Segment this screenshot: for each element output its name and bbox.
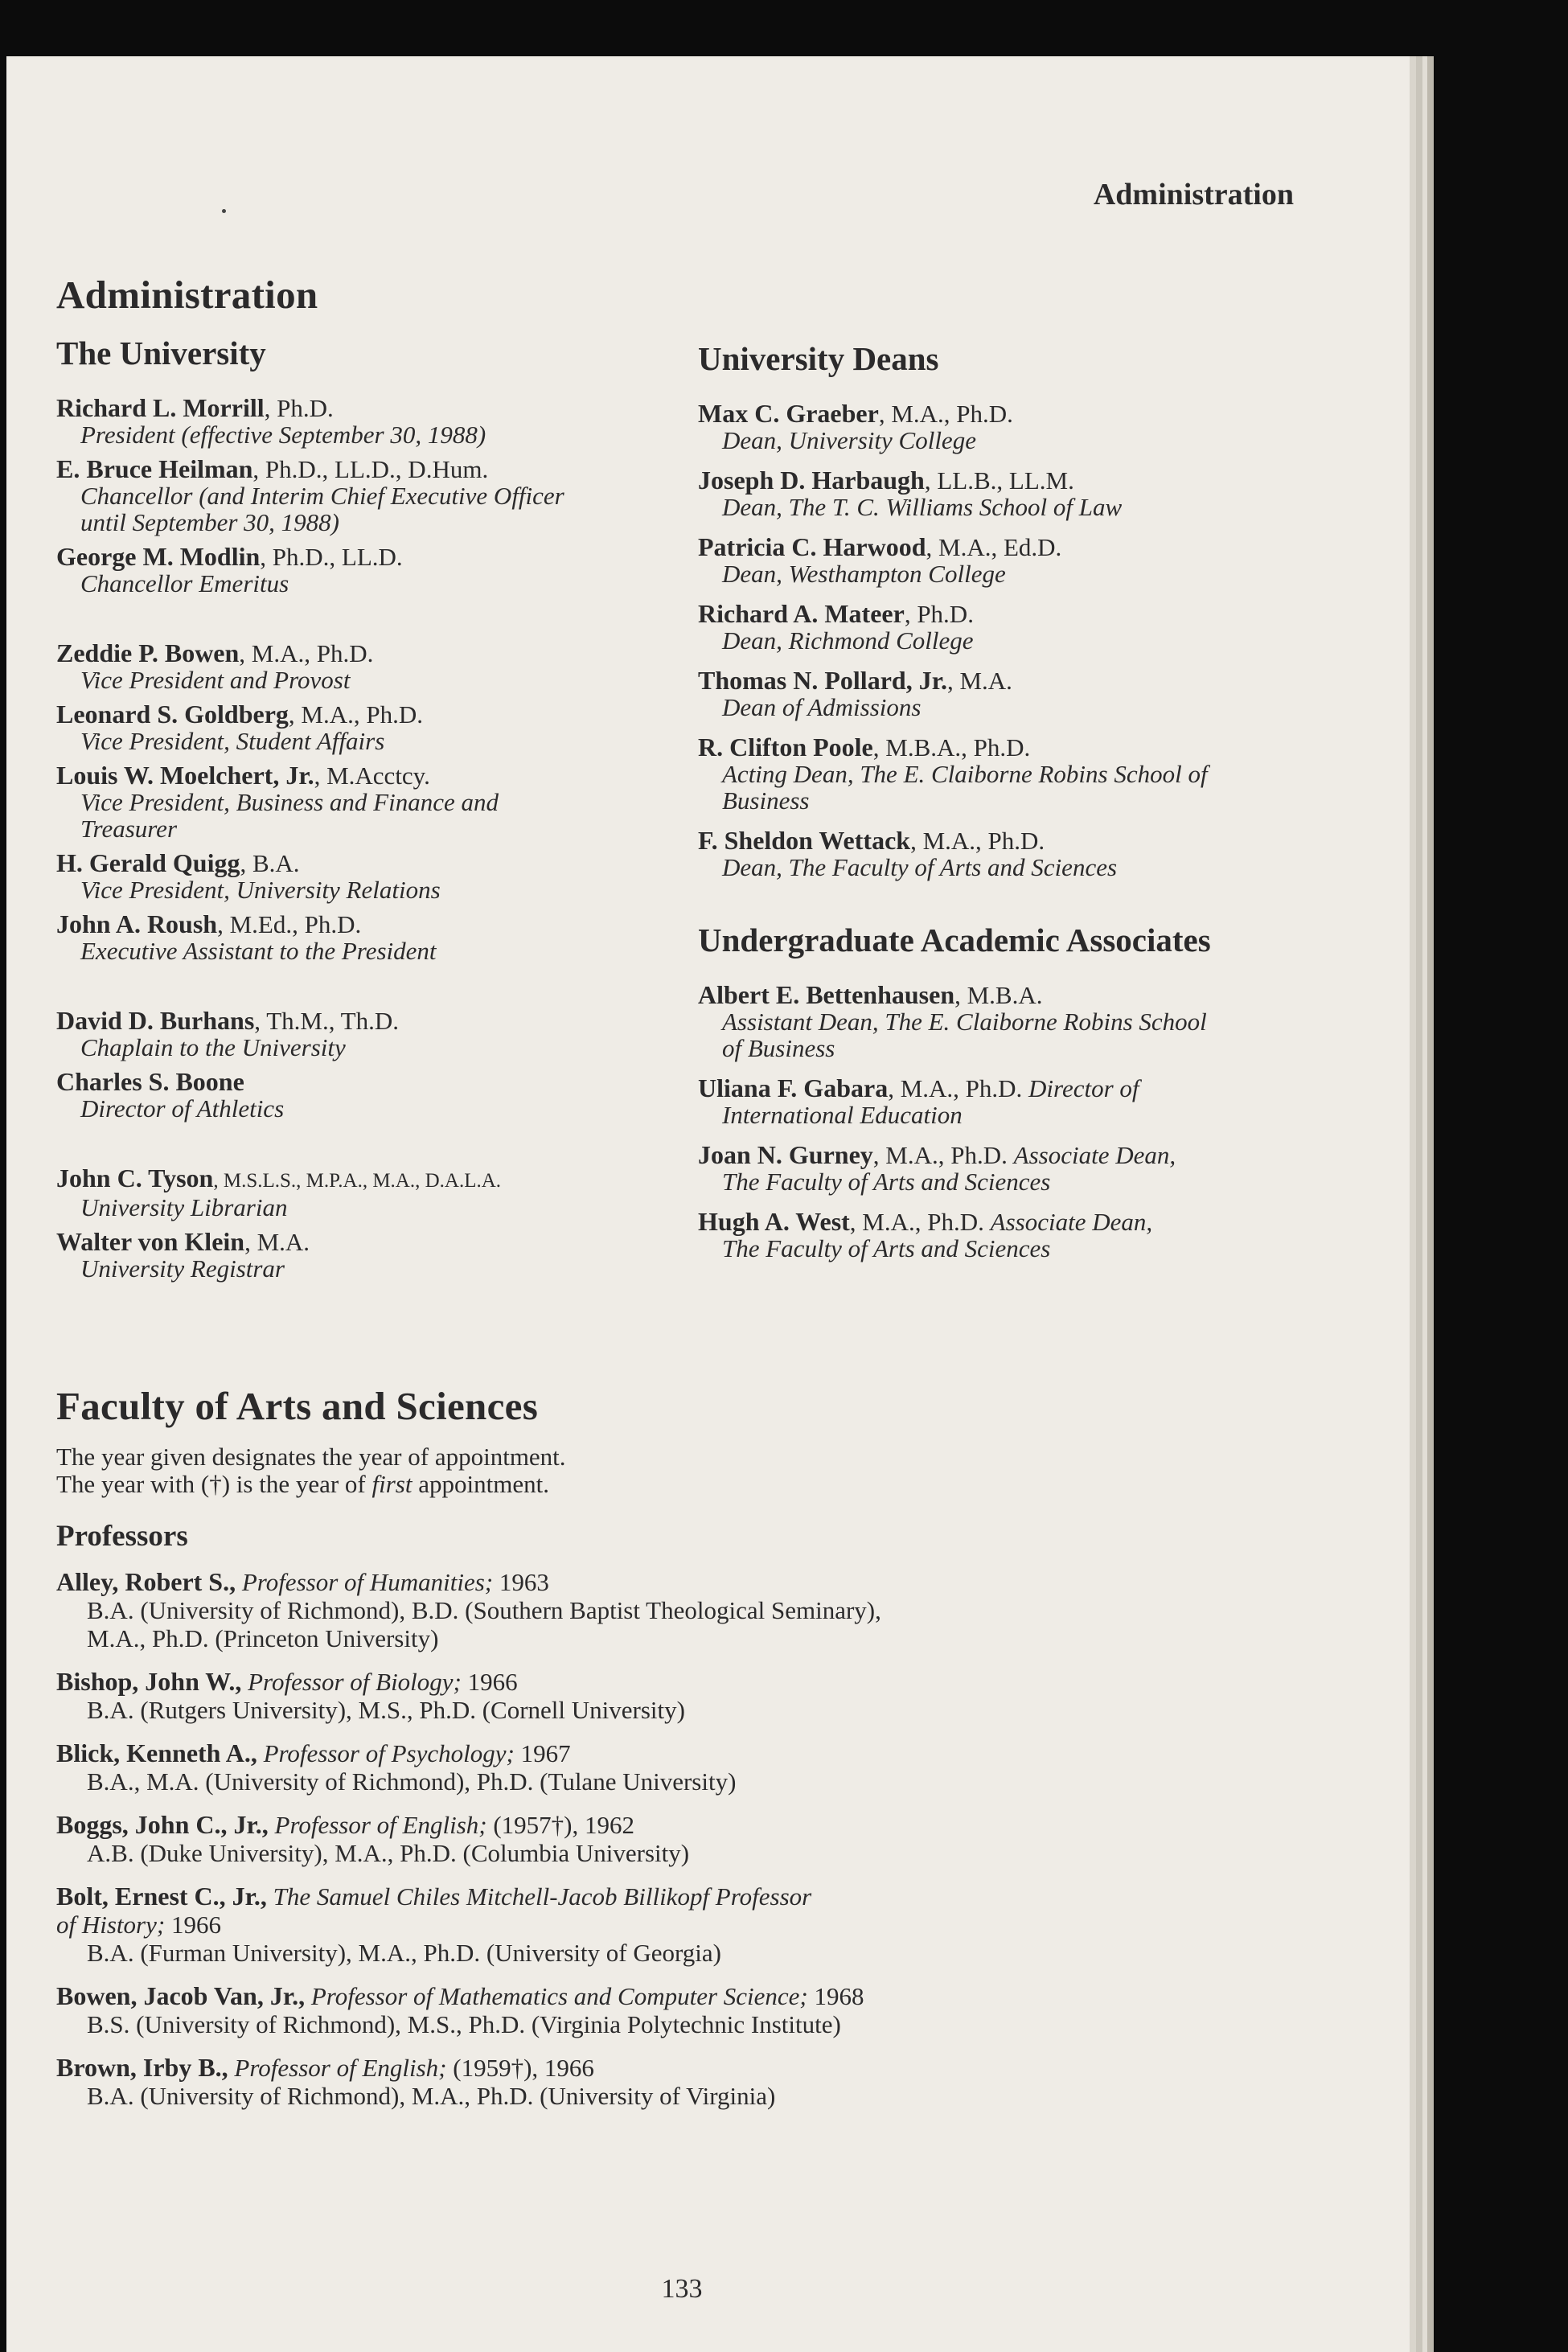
officer-title: Vice President and Provost (80, 666, 351, 694)
associate-name: Uliana F. Gabara (698, 1073, 889, 1102)
dean-entry (698, 734, 1309, 814)
associate-title: Director of (1028, 1074, 1139, 1102)
professor-role: The Samuel Chiles Mitchell-Jacob Billikopf Professor (273, 1882, 812, 1911)
dean-credentials: , M.A. (946, 667, 1012, 695)
professor-name: Bishop, John W., (56, 1667, 242, 1696)
officer-entry (56, 544, 700, 597)
professor-education: B.A. (University of Richmond), M.A., Ph.D. (University of Virginia) (87, 2082, 776, 2110)
professor-name: Alley, Robert S., (56, 1567, 236, 1596)
officer-name: Zeddie P. Bowen (56, 638, 240, 667)
professor-role: Professor of English; (234, 2054, 447, 2082)
officer-group-4 (56, 1165, 700, 1282)
page-number: 133 (661, 2274, 703, 2304)
associate-entry (698, 1209, 1309, 1262)
professor-year: 1966 (461, 1668, 518, 1696)
officer-credentials: , M.Ed., Ph.D. (217, 910, 362, 938)
officer-name: David D. Burhans (56, 1006, 255, 1035)
officer-title: Chaplain to the University (80, 1033, 346, 1061)
associate-title: Assistant Dean, The E. Claiborne Robins School of Business (722, 1008, 1207, 1062)
associates-heading: Undergraduate Academic Associates (698, 922, 1211, 958)
officer-name: Louis W. Moelchert, Jr. (56, 761, 314, 790)
officer-entry (56, 911, 700, 964)
officer-credentials: , B.A. (240, 849, 300, 877)
officer-group-1 (56, 395, 700, 597)
officer-name: Richard L. Morrill (56, 393, 265, 422)
professor-education: B.A., M.A. (University of Richmond), Ph.D. (Tulane University) (87, 1767, 737, 1796)
officer-credentials: , M.A., Ph.D. (288, 700, 424, 729)
professor-education: B.A. (Rutgers University), M.S., Ph.D. (Cornell University) (87, 1696, 685, 1724)
university-subheading: The University (56, 335, 266, 371)
officer-entry (56, 1069, 700, 1122)
dean-name: Joseph D. Harbaugh (698, 466, 925, 495)
professor-education: A.B. (Duke University), M.A., Ph.D. (Columbia University) (87, 1839, 690, 1867)
dean-credentials: , M.A., Ph.D. (910, 827, 1045, 855)
officer-title: Vice President, Student Affairs (80, 727, 385, 755)
officer-title: University Registrar (80, 1254, 285, 1283)
officer-credentials: , Th.M., Th.D. (254, 1007, 399, 1035)
professor-role: Professor of Mathematics and Computer Science; (310, 1982, 808, 2010)
professor-entry (56, 1811, 1359, 1867)
officer-entry (56, 1165, 700, 1221)
officer-title: Chancellor (and Interim Chief Executive Officer until September 30, 1988) (80, 482, 564, 536)
officer-credentials: , M.A., Ph.D. (239, 639, 374, 667)
faculty-section (56, 1383, 1359, 2125)
professor-role: Professor of Biology; (248, 1668, 462, 1696)
associate-entry (698, 982, 1309, 1061)
professor-name: Boggs, John C., Jr., (56, 1810, 269, 1839)
dean-name: F. Sheldon Wettack (698, 826, 911, 855)
officer-credentials: , M.A. (244, 1228, 310, 1256)
officer-title: Vice President, Business and Finance and Treasurer (80, 788, 499, 843)
officer-name: H. Gerald Quigg (56, 848, 240, 877)
officer-entry (56, 456, 700, 536)
officer-name: John A. Roush (56, 909, 218, 938)
note-text: The year with (†) is the year of (56, 1470, 372, 1498)
officer-name: Charles S. Boone (56, 1067, 244, 1096)
dean-credentials: , Ph.D. (904, 600, 974, 628)
associate-title-cont: International Education (722, 1101, 963, 1129)
professor-name: Bowen, Jacob Van, Jr., (56, 1981, 306, 2010)
dean-title: Dean, The Faculty of Arts and Sciences (722, 853, 1118, 881)
professor-year: (1957†), 1962 (486, 1811, 634, 1839)
dean-title: Dean, Westhampton College (722, 560, 1006, 588)
dean-entry (698, 827, 1309, 880)
officer-name: George M. Modlin (56, 542, 261, 571)
running-header: Administration (1093, 178, 1294, 211)
officer-group-2 (56, 640, 700, 964)
associate-name: Hugh A. West (698, 1207, 850, 1236)
associate-entry (698, 1142, 1309, 1195)
dean-name: Max C. Graeber (698, 399, 879, 428)
officer-title: Director of Athletics (80, 1094, 285, 1123)
dean-name: R. Clifton Poole (698, 733, 873, 761)
professor-year: 1968 (807, 1982, 864, 2010)
officer-title: Vice President, University Relations (80, 876, 441, 904)
professor-year: 1967 (514, 1739, 571, 1767)
officer-credentials: , Ph.D. (264, 394, 334, 422)
dean-title: Dean, The T. C. Williams School of Law (722, 493, 1123, 521)
note-emphasis: first (371, 1470, 413, 1498)
officer-entry (56, 701, 700, 754)
officer-credentials: , Ph.D., LL.D., D.Hum. (252, 455, 489, 483)
stray-dot-mark (222, 209, 226, 213)
professor-name: Blick, Kenneth A., (56, 1738, 257, 1767)
dean-name: Thomas N. Pollard, Jr. (698, 666, 947, 695)
associate-name: Joan N. Gurney (698, 1140, 873, 1169)
dean-entry (698, 667, 1309, 720)
dean-name: Patricia C. Harwood (698, 532, 926, 561)
dean-title: Dean of Admissions (722, 693, 922, 721)
dean-credentials: , M.B.A., Ph.D. (872, 733, 1031, 761)
officer-entry (56, 640, 700, 693)
officer-name: Leonard S. Goldberg (56, 700, 289, 729)
officer-entry (56, 762, 700, 842)
officer-entry (56, 850, 700, 903)
officer-credentials: , Ph.D., LL.D. (260, 543, 403, 571)
professor-education: B.A. (Furman University), M.A., Ph.D. (University of Georgia) (87, 1939, 721, 1967)
officer-credentials: , M.S.L.S., M.P.A., M.A., D.A.L.A. (213, 1170, 502, 1192)
associate-title: Associate Dean, (990, 1208, 1153, 1236)
professor-name: Brown, Irby B., (56, 2053, 228, 2082)
administration-section (56, 272, 700, 1325)
officer-entry (56, 1008, 700, 1061)
page (6, 56, 1410, 2352)
associate-title: Associate Dean, (1013, 1141, 1176, 1169)
associate-credentials: , M.A., Ph.D. (872, 1141, 1008, 1169)
professor-entry (56, 2054, 1359, 2110)
professor-education: B.S. (University of Richmond), M.S., Ph.D. (Virginia Polytechnic Institute) (87, 2010, 841, 2038)
officer-name: E. Bruce Heilman (56, 454, 253, 483)
professor-year: 1966 (165, 1911, 221, 1939)
officer-name: John C. Tyson (56, 1164, 214, 1192)
deans-section (698, 339, 1309, 1275)
officer-credentials: , M.Acctcy. (314, 761, 430, 790)
dean-title: Acting Dean, The E. Claiborne Robins School of Business (722, 760, 1208, 815)
professor-name: Bolt, Ernest C., Jr., (56, 1882, 267, 1911)
officer-entry (56, 395, 700, 448)
officer-title: President (effective September 30, 1988) (80, 421, 486, 449)
deans-heading: University Deans (698, 340, 939, 377)
faculty-note-2 (56, 1471, 1359, 1498)
professor-education: B.A. (University of Richmond), B.D. (Southern Baptist Theological Seminary), (87, 1596, 881, 1624)
professor-entry (56, 1568, 1359, 1652)
associate-name: Albert E. Bettenhausen (698, 980, 955, 1009)
professors-subheading: Professors (56, 1520, 188, 1553)
associate-credentials: , M.B.A. (954, 981, 1043, 1009)
associate-credentials: , M.A., Ph.D. (849, 1208, 984, 1236)
professor-education: M.A., Ph.D. (Princeton University) (87, 1624, 439, 1652)
dean-entry (698, 400, 1309, 454)
officer-group-3 (56, 1008, 700, 1122)
professor-role: Professor of Psychology; (263, 1739, 515, 1767)
officer-entry (56, 1229, 700, 1282)
associate-entry (698, 1075, 1309, 1128)
professor-entry (56, 1668, 1359, 1724)
faculty-note-1: The year given designates the year of appointment. (56, 1443, 566, 1471)
professor-entry (56, 1882, 1359, 1967)
professor-year: (1959†), 1966 (446, 2054, 594, 2082)
officer-title: Chancellor Emeritus (80, 569, 289, 597)
dean-entry (698, 467, 1309, 520)
professor-year: 1963 (493, 1568, 549, 1596)
professor-role-cont: of History; (56, 1911, 166, 1939)
faculty-heading: Faculty of Arts and Sciences (56, 1384, 539, 1428)
dean-credentials: , M.A., Ed.D. (926, 533, 1062, 561)
dean-credentials: , M.A., Ph.D. (878, 400, 1013, 428)
professor-role: Professor of Humanities; (241, 1568, 494, 1596)
professor-entry (56, 1982, 1359, 2038)
professor-role: Professor of English; (274, 1811, 487, 1839)
officer-title: University Librarian (80, 1193, 288, 1221)
professor-entry (56, 1739, 1359, 1796)
administration-heading: Administration (56, 273, 318, 317)
dean-name: Richard A. Mateer (698, 599, 905, 628)
associate-title-cont: The Faculty of Arts and Sciences (722, 1234, 1051, 1262)
dean-credentials: , LL.B., LL.M. (924, 466, 1074, 495)
associate-credentials: , M.A., Ph.D. (888, 1074, 1023, 1102)
dean-title: Dean, Richmond College (722, 626, 974, 655)
dean-entry (698, 534, 1309, 587)
associate-title-cont: The Faculty of Arts and Sciences (722, 1168, 1051, 1196)
dean-title: Dean, University College (722, 426, 976, 454)
officer-title: Executive Assistant to the President (80, 937, 437, 965)
note-text: appointment. (412, 1470, 549, 1498)
officer-name: Walter von Klein (56, 1227, 245, 1256)
dean-entry (698, 601, 1309, 654)
